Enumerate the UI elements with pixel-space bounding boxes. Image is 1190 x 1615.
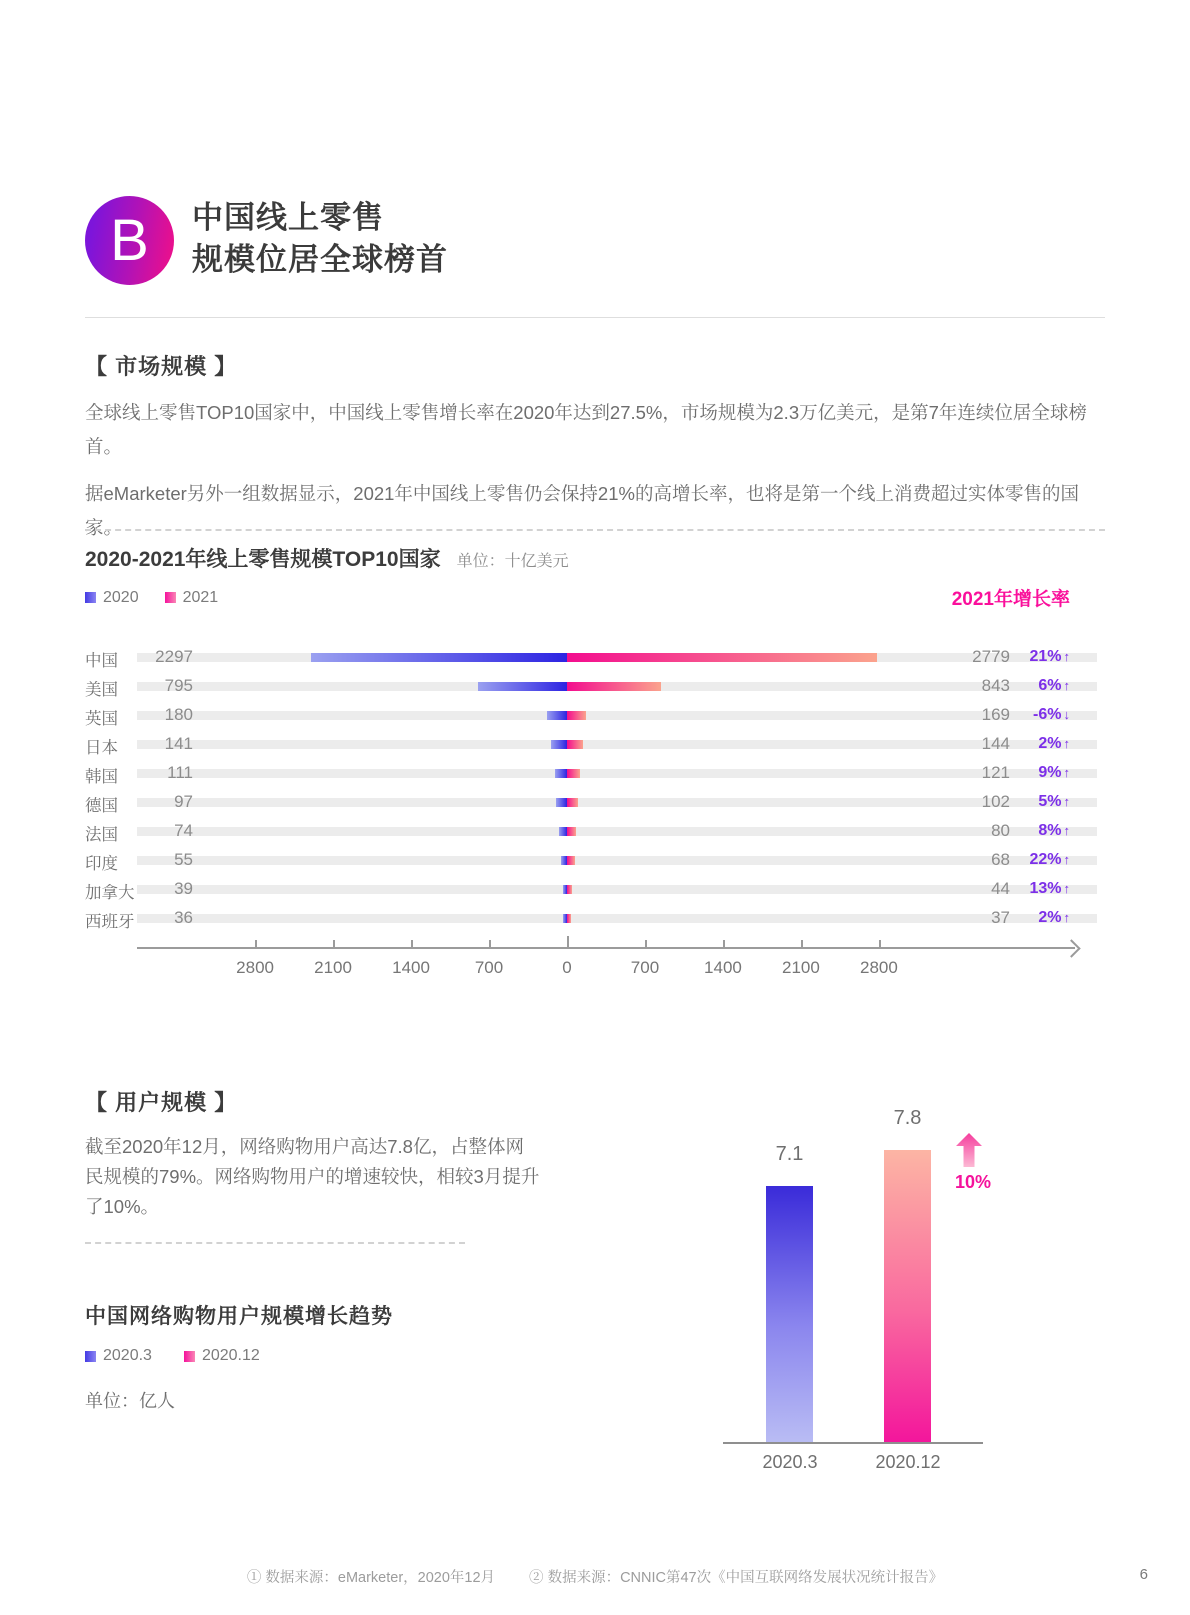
bar-fill	[884, 1150, 931, 1442]
badge-letter: B	[110, 208, 149, 273]
axis-tick-label: 2100	[782, 958, 820, 977]
value-2021: 80	[991, 821, 1010, 840]
growth-value: 5% ↑	[1038, 793, 1070, 810]
source-note-1: ① 数据来源：eMarketer，2020年12月	[246, 1570, 496, 1586]
chart1-unit-label: 单位：十亿美元	[456, 553, 569, 570]
source-note-2: ② 数据来源：CNNIC第47次《中国互联网络发展状况统计报告》	[529, 1570, 944, 1586]
arrow-down-icon: ↓	[1063, 707, 1070, 722]
growth-value: 6% ↑	[1038, 677, 1070, 694]
bar-2020	[555, 769, 567, 778]
chart-row	[85, 904, 1105, 933]
chart1-title: 2020-2021年线上零售规模TOP10国家	[85, 548, 441, 571]
bar-2021	[567, 769, 580, 778]
axis-tick-label: 700	[474, 958, 504, 977]
chart-row	[85, 672, 1105, 701]
value-2020: 97	[174, 792, 193, 811]
bar-2021	[567, 856, 575, 865]
axis-tick-label: 1400	[392, 958, 430, 977]
bar-2020	[478, 682, 567, 691]
value-2021: 843	[981, 676, 1010, 695]
bar-2021	[567, 740, 583, 749]
country-label: 英国	[85, 710, 118, 728]
user-scale-section	[85, 1086, 540, 1222]
value-2020: 39	[174, 879, 193, 898]
arrow-up-icon: ↑	[1063, 794, 1070, 809]
user-section-heading: 【 用户规模 】	[85, 1090, 238, 1115]
growth-value: 2% ↑	[1038, 909, 1070, 926]
legend-swatch-2020-3	[85, 1351, 96, 1362]
bar-2020	[559, 827, 567, 836]
axis-tick	[567, 936, 569, 948]
chart1-legend	[85, 584, 1105, 611]
bar-2020	[547, 711, 567, 720]
market-section-heading: 【 市场规模 】	[85, 354, 238, 379]
country-label: 西班牙	[85, 913, 135, 931]
legend-item-2020	[85, 589, 139, 607]
bar-2021	[567, 653, 877, 662]
arrow-up-icon: ↑	[1063, 736, 1070, 751]
country-label: 日本	[85, 739, 118, 757]
chart1-header	[85, 543, 569, 573]
legend-swatch-2020	[85, 592, 96, 603]
bar-2021	[567, 711, 586, 720]
chart-row	[85, 817, 1105, 846]
market-paragraph-1: 全球线上零售TOP10国家中，中国线上零售增长率在2020年达到27.5%，市场规模为2.3万亿美元，是第7年连续位居全球榜首。	[85, 402, 1087, 457]
value-2020: 74	[174, 821, 193, 840]
chart-row	[85, 730, 1105, 759]
bar-value-label: 7.1	[775, 1143, 804, 1165]
value-2021: 169	[981, 705, 1010, 724]
axis-tick-label: 2800	[859, 958, 898, 977]
growth-value: 8% ↑	[1038, 822, 1070, 839]
value-2020: 795	[164, 676, 193, 695]
axis-tick	[879, 940, 881, 948]
bar-2021	[567, 827, 576, 836]
legend-swatch-2020-12	[184, 1351, 195, 1362]
arrow-up-icon: ↑	[1063, 910, 1070, 925]
country-label: 加拿大	[85, 884, 135, 902]
value-2020: 111	[167, 763, 193, 782]
arrow-up-icon: ↑	[1063, 649, 1070, 664]
arrow-up-icon: ↑	[1063, 852, 1070, 867]
chart2-title: 中国网络购物用户规模增长趋势	[85, 1305, 393, 1328]
bar-x-label: 2020.12	[875, 1452, 941, 1472]
growth-value: -6% ↓	[1033, 706, 1070, 723]
value-2021: 37	[991, 908, 1010, 927]
value-2020: 55	[174, 850, 193, 869]
axis-tick-label: 2800	[236, 958, 274, 977]
legend-item-2021	[165, 589, 219, 607]
arrow-up-icon: ↑	[1063, 881, 1070, 896]
growth-value: 2% ↑	[1038, 735, 1070, 752]
bar-2021	[567, 914, 571, 923]
chart2-baseline	[723, 1442, 983, 1444]
bar-fill	[766, 1186, 813, 1442]
value-2021: 2779	[972, 647, 1010, 666]
dashed-divider-bottom	[85, 1242, 465, 1244]
country-label: 美国	[85, 681, 118, 699]
legend-label-2020-12: 2020.12	[201, 1347, 260, 1364]
value-2020: 36	[174, 908, 193, 927]
chart2-unit-label: 单位：亿人	[85, 1391, 175, 1411]
value-2021: 102	[981, 792, 1010, 811]
bar-2021	[567, 798, 578, 807]
tornado-chart	[85, 643, 1105, 934]
country-label: 法国	[85, 826, 118, 844]
legend-label-2020: 2020	[103, 588, 139, 606]
value-2020: 180	[164, 705, 193, 724]
bar-2020	[556, 798, 567, 807]
page-title	[192, 197, 448, 281]
bar-column-2020.12	[884, 1150, 931, 1442]
market-scale-section	[85, 350, 1107, 558]
axis-tick	[333, 940, 335, 948]
growth-value: 21% ↑	[1029, 648, 1070, 665]
x-axis	[85, 940, 1105, 985]
growth-value: 22% ↑	[1029, 851, 1070, 868]
chart-row	[85, 875, 1105, 904]
bar-2021	[567, 885, 572, 894]
chart-row	[85, 643, 1105, 672]
axis-tick	[489, 940, 491, 948]
chart2-growth-percent: 10%	[954, 1172, 992, 1192]
country-label: 印度	[85, 855, 118, 873]
bar-column-2020.3	[766, 1186, 813, 1442]
arrow-up-icon: ↑	[1063, 678, 1070, 693]
axis-tick	[723, 940, 725, 948]
axis-tick-label: 1400	[704, 958, 742, 977]
growth-arrow-icon	[956, 1133, 982, 1167]
bar-2020	[551, 740, 567, 749]
legend-label-2020-3: 2020.3	[103, 1347, 152, 1364]
legend-item-2020-12	[184, 1347, 260, 1365]
arrow-up-icon: ↑	[1063, 765, 1070, 780]
legend-swatch-2021	[165, 592, 176, 603]
chart2-legend	[85, 1347, 292, 1365]
page-title-line1: 中国线上零售	[192, 200, 384, 235]
bar-value-label: 7.8	[893, 1107, 922, 1129]
country-label: 韩国	[85, 768, 118, 786]
market-paragraph-2: 据eMarketer另外一组数据显示，2021年中国线上零售仍会保持21%的高增长率，也将是第一个线上消费超过实体零售的国家。	[85, 483, 1079, 538]
growth-value: 13% ↑	[1029, 880, 1070, 897]
value-2021: 68	[991, 850, 1010, 869]
section-badge	[85, 196, 174, 285]
chart-row	[85, 759, 1105, 788]
axis-tick	[801, 940, 803, 948]
axis-arrow-icon	[1062, 939, 1080, 957]
value-2021: 144	[981, 734, 1010, 753]
value-2021: 44	[991, 879, 1010, 898]
axis-tick-label: 700	[630, 958, 660, 977]
country-label: 德国	[85, 797, 118, 815]
axis-tick-label: 2100	[314, 958, 352, 977]
growth-value: 9% ↑	[1038, 764, 1070, 781]
growth-rate-header: 2021年增长率	[951, 589, 1070, 610]
country-label: 中国	[85, 652, 118, 670]
axis-tick	[411, 940, 413, 948]
value-2020: 141	[164, 734, 193, 753]
axis-tick	[645, 940, 647, 948]
page-title-line2: 规模位居全球榜首	[192, 242, 448, 277]
axis-line	[137, 947, 1075, 949]
arrow-up-icon: ↑	[1063, 823, 1070, 838]
header-divider	[85, 317, 1105, 318]
chart-row	[85, 788, 1105, 817]
bar-2021	[567, 682, 661, 691]
user-growth-bar-chart	[700, 1090, 1060, 1470]
footer	[0, 1566, 1190, 1587]
user-paragraph: 截至2020年12月，网络购物用户高达7.8亿，占整体网民规模的79%。网络购物用户的增速较快，相较3月提升了10%。	[85, 1136, 540, 1217]
value-2020: 2297	[155, 647, 193, 666]
chart-row	[85, 846, 1105, 875]
page-number: 6	[1139, 1566, 1148, 1583]
value-2021: 121	[981, 763, 1010, 782]
chart-row	[85, 701, 1105, 730]
legend-label-2021: 2021	[182, 588, 219, 606]
bar-2020	[311, 653, 567, 662]
bar-x-label: 2020.3	[762, 1452, 818, 1472]
axis-tick-label: 0	[562, 958, 572, 977]
dashed-divider-top	[85, 529, 1105, 531]
axis-tick	[255, 940, 257, 948]
legend-item-2020-3	[85, 1347, 152, 1365]
